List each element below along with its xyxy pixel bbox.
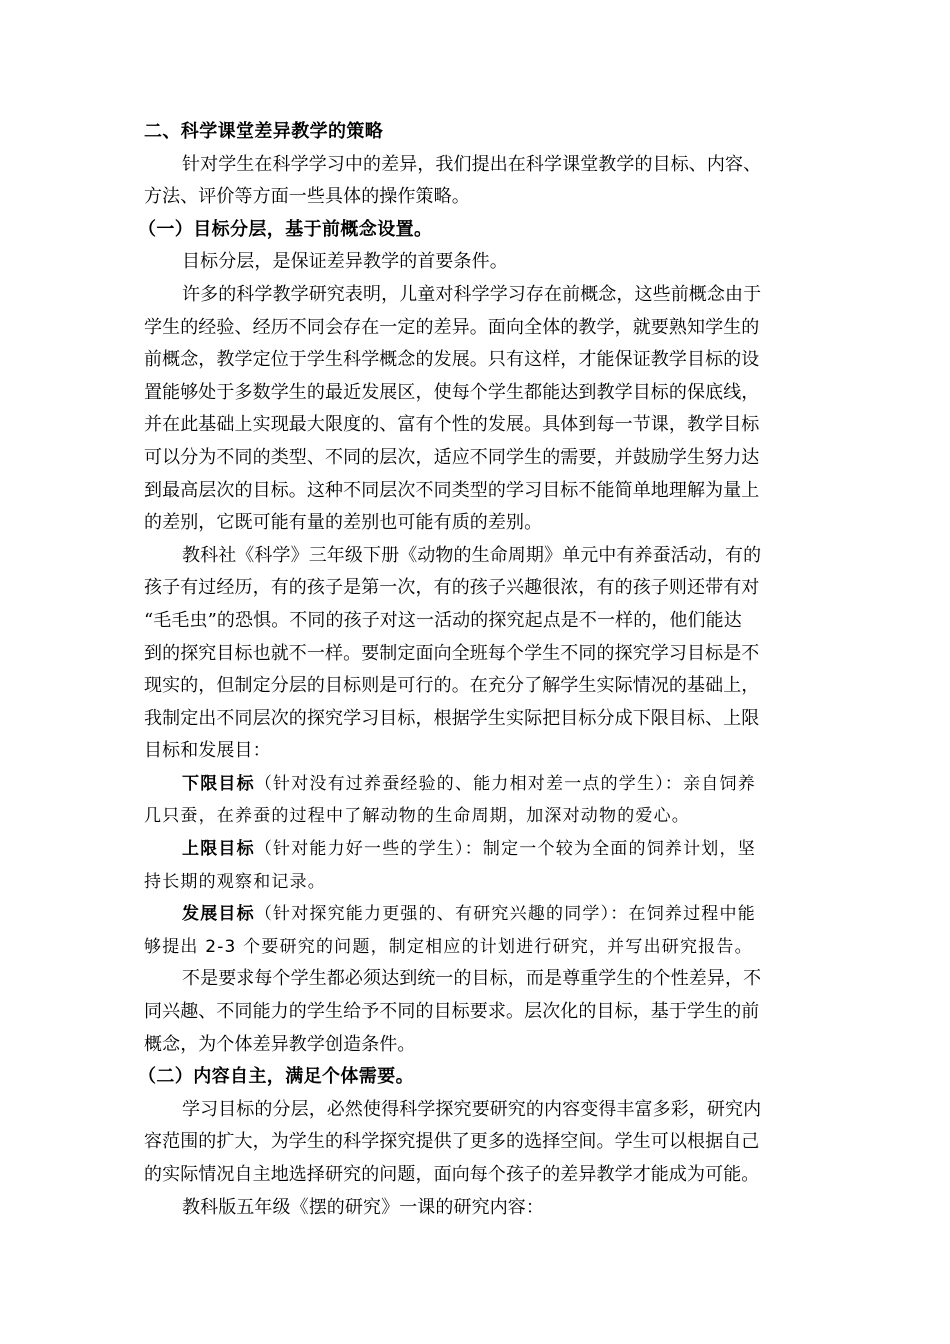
conclusion-paragraph xyxy=(144,963,808,1061)
paragraph-line: 容范围的扩大，为学生的科学探究提供了更多的选择空间。学生可以根据自己 xyxy=(144,1131,760,1153)
section-heading: 二、科学课堂差异教学的策略 xyxy=(144,121,384,142)
goal-line: 几只蚕，在养蚕的过程中了解动物的生命周期，加深对动物的爱心。 xyxy=(144,806,690,827)
goal-text: （针对能力好一些的学生）：制定一个较为全面的饲养计划，坚 xyxy=(254,839,756,860)
goal-label: 上限目标 xyxy=(182,839,255,860)
goal-text: （针对探究能力更强的、有研究兴趣的同学）：在饲养过程中能 xyxy=(254,904,756,925)
content-paragraph xyxy=(144,1094,808,1192)
goal-line xyxy=(144,768,808,801)
paragraph-line: 可以分为不同的类型、不同的层次，适应不同学生的需要，并鼓励学生努力达 xyxy=(144,446,760,468)
goal-line: 持长期的观察和记录。 xyxy=(144,871,326,892)
paragraph-line: 前概念，教学定位于学生科学概念的发展。只有这样，才能保证教学目标的设 xyxy=(144,349,760,371)
paragraph-line: 目标分层，是保证差异教学的首要条件。 xyxy=(182,251,508,273)
subsection-title-2: （二）内容自主，满足个体需要。 xyxy=(138,1066,414,1088)
paragraph-line: 现实的，但制定分层的目标则是可行的。在充分了解学生实际情况的基础上， xyxy=(144,675,760,697)
paragraph-line: 方法、评价等方面一些具体的操作策略。 xyxy=(144,186,470,208)
paragraph-line: 目标和发展目： xyxy=(144,740,271,762)
paragraph-line: 许多的科学教学研究表明，儿童对科学学习存在前概念，这些前概念由于 xyxy=(182,283,762,305)
paragraph-line: 同兴趣、不同能力的学生给予不同的目标要求。层次化的目标，基于学生的前 xyxy=(144,1001,760,1023)
paragraph-line: 教科社《科学》三年级下册《动物的生命周期》单元中有养蚕活动，有的 xyxy=(182,544,762,566)
paragraph-line: 的实际情况自主地选择研究的问题，面向每个孩子的差异教学才能成为可能。 xyxy=(144,1164,760,1185)
goal-line xyxy=(144,898,808,931)
goal-lower xyxy=(144,768,808,833)
paragraph-line: 针对学生在科学学习中的差异，我们提出在科学课堂教学的目标、内容、 xyxy=(182,153,762,175)
subsection-title-1: （一）目标分层，基于前概念设置。 xyxy=(138,218,433,240)
goal-label: 发展目标 xyxy=(182,904,255,925)
paragraph-line: 学生的经验、经历不同会存在一定的差异。面向全体的教学，就要熟知学生的 xyxy=(144,316,760,338)
paragraph-line: 置能够处于多数学生的最近发展区，使每个学生都能达到教学目标的保底线， xyxy=(144,381,760,403)
paragraph-line: 到最高层次的目标。这种不同层次不同类型的学习目标不能简单地理解为量上 xyxy=(144,479,760,501)
paragraph-line: 的差别，它既可能有量的差别也可能有质的差别。 xyxy=(144,512,543,534)
goal-text: （针对没有过养蚕经验的、能力相对差一点的学生）：亲自饲养 xyxy=(254,773,756,794)
goal-line xyxy=(144,833,808,866)
paragraph-line: 教科版五年级《摆的研究》一课的研究内容： xyxy=(182,1196,544,1218)
goal-label: 下限目标 xyxy=(182,773,255,794)
paragraph-line: “毛毛虫”的恐惧。不同的孩子对这一活动的探究起点是不一样的，他们能达 xyxy=(144,609,742,631)
paragraph-line: 我制定出不同层次的探究学习目标，根据学生实际把目标分成下限目标、上限 xyxy=(144,707,760,729)
goal-line: 够提出 2-3 个要研究的问题，制定相应的计划进行研究，并写出研究报告。 xyxy=(144,936,753,957)
research-paragraph xyxy=(144,279,808,540)
paragraph-line: 并在此基础上实现最大限度的、富有个性的发展。具体到每一节课，教学目标 xyxy=(144,414,760,436)
goal-upper xyxy=(144,833,808,898)
paragraph-line: 孩子有过经历，有的孩子是第一次，有的孩子兴趣很浓，有的孩子则还带有对 xyxy=(144,577,760,599)
paragraph-line: 概念，为个体差异教学创造条件。 xyxy=(144,1033,416,1055)
document-body xyxy=(138,116,808,1224)
goal-development xyxy=(144,898,808,963)
paragraph-line: 到的探究目标也就不一样。要制定面向全班每个学生不同的探究学习目标是不 xyxy=(144,642,760,664)
paragraph-line: 学习目标的分层，必然使得科学探究要研究的内容变得丰富多彩，研究内 xyxy=(182,1098,762,1120)
intro-paragraph xyxy=(144,149,808,214)
example-paragraph xyxy=(144,540,808,768)
paragraph-line: 不是要求每个学生都必须达到统一的目标，而是尊重学生的个性差异，不 xyxy=(182,968,762,990)
